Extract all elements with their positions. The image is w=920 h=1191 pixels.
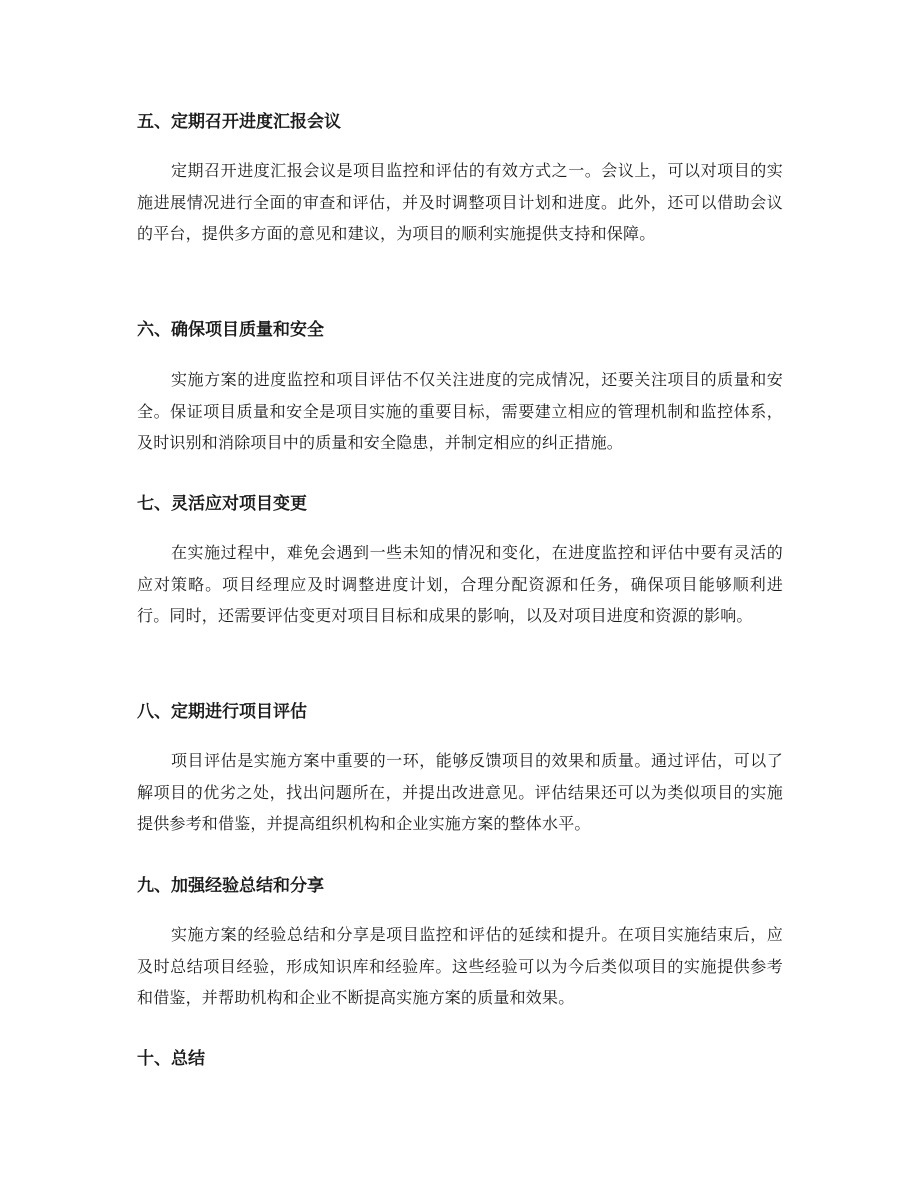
section-heading-6: 六、确保项目质量和安全 [137, 320, 324, 340]
section-body-7: 在实施过程中，难免会遇到一些未知的情况和变化，在进度监控和评估中要有灵活的应对策略。项目经理应及时调整进度计划，合理分配资源和任务，确保项目能够顺利进行。同时，还需要评估变更对项目目标和成果的影响，以及对项目进度和资源的影响。 [137, 543, 783, 625]
section-heading-5: 五、定期召开进度汇报会议 [137, 112, 341, 132]
section-heading-9: 九、加强经验总结和分享 [137, 876, 324, 896]
section-heading-10: 十、总结 [137, 1049, 205, 1069]
section-heading-7: 七、灵活应对项目变更 [137, 494, 307, 514]
section-body-9: 实施方案的经验总结和分享是项目监控和评估的延续和提升。在项目实施结束后，应及时总结项目经验，形成知识库和经验库。这些经验可以为今后类似项目的实施提供参考和借鉴，并帮助机构和企业不断提高实施方案的质量和效果。 [137, 925, 783, 1007]
section-body-8: 项目评估是实施方案中重要的一环，能够反馈项目的效果和质量。通过评估，可以了解项目的优劣之处，找出问题所在，并提出改进意见。评估结果还可以为类似项目的实施提供参考和借鉴，并提高组织机构和企业实施方案的整体水平。 [137, 751, 783, 833]
section-body-5: 定期召开进度汇报会议是项目监控和评估的有效方式之一。会议上，可以对项目的实施进展情况进行全面的审查和评估，并及时调整项目计划和进度。此外，还可以借助会议的平台，提供多方面的意见和建议，为项目的顺利实施提供支持和保障。 [137, 161, 783, 243]
section-heading-8: 八、定期进行项目评估 [137, 702, 307, 722]
section-body-6: 实施方案的进度监控和项目评估不仅关注进度的完成情况，还要关注项目的质量和安全。保证项目质量和安全是项目实施的重要目标，需要建立相应的管理机制和监控体系，及时识别和消除项目中的质量和安全隐患，并制定相应的纠正措施。 [137, 370, 783, 452]
